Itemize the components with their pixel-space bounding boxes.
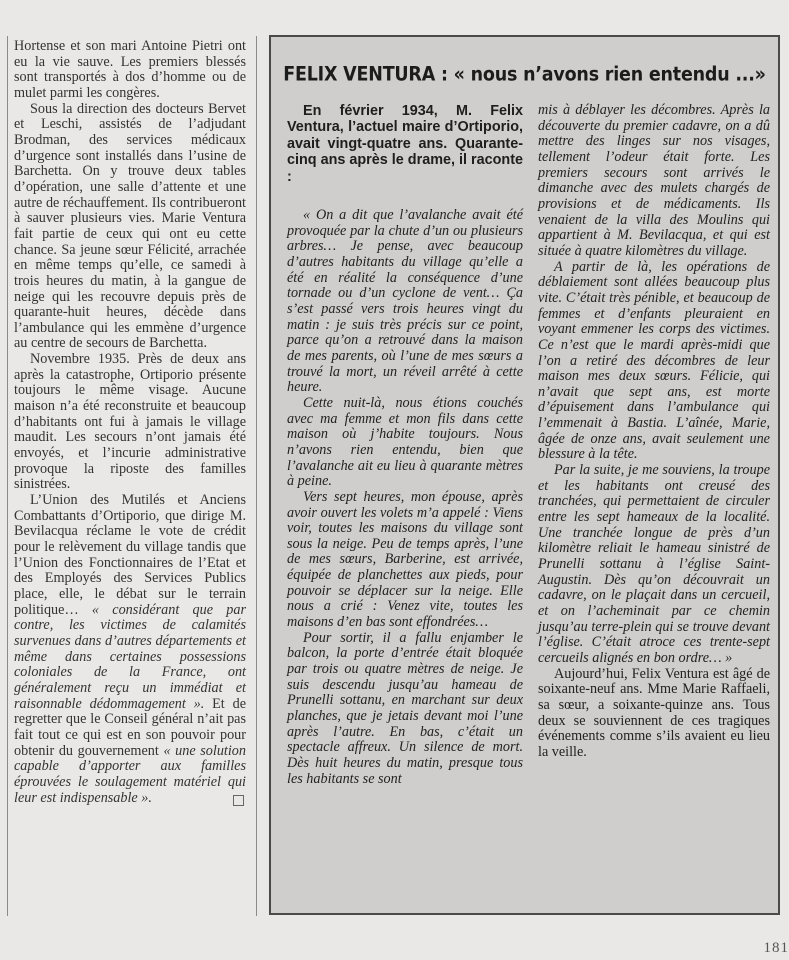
column-rule-middle <box>256 36 257 916</box>
quotation: « considérant que par contre, les victimes de calamités survenues dans d’autres départements et même dans certaines possessions coloniales de la France, ont généralement reçu un immédiat et raisonnable dédommagement ». <box>14 601 247 712</box>
quotation: « une solution capable d’apporter aux familles éprouvées le soulagement matériel qui leur est indispensable ». <box>14 742 246 806</box>
article-left-column <box>14 39 246 806</box>
quote-paragraph: mis à déblayer les décombres. Après la découverte du premier cadavre, on a dû mettre des linges sur nos visages, tellement l’odeur était forte. Les premiers secours sont arrivés le dimanche avec des mulets chargés de provisions et de médicaments. Ils venaient de la villa des Moulins qui appartient à M. Bevilacqua, et qui est située à quatre kilomètres du village. <box>538 102 770 259</box>
paragraph-text: Et de regretter que le Conseil général n’ait pas fait tout ce qui est en son pouvoir pour obtenir du gouvernement <box>14 695 246 759</box>
closing-paragraph: Aujourd’hui, Felix Ventura est âgé de soixante-neuf ans. Mme Marie Raffaeli, sa sœur, a soixante-quinze ans. Tous deux se souviennent de ces tragiques événements comme s’ils avaient eu lieu la veille. <box>538 665 770 760</box>
quote-paragraph: Par la suite, je me souviens, la troupe et les habitants ont creusé des tranchées, qui permettaient de circuler entre les sept hameaux de la localité. Une tranchée longue de près d’un kilomètre reliait le hameau sinistré de Prunelli sottanu à l’église Saint-Augustin. Dès qu’on découvrait un cadavre, on le plaçait dans un cercueil, et on l’acheminait par ce chemin jusqu’au terre-plein qui se trouve devant l’église. C’était atroce ces trente-sept cercueils alignés en bon ordre… » <box>538 462 770 666</box>
page-number: 181 <box>763 940 789 956</box>
sidebar-lead: En février 1934, M. Felix Ventura, l’actuel maire d’Ortiporio, avait vingt-quatre ans. Quarante-cinq ans après le drame, il raconte : <box>287 103 523 185</box>
paragraph-text: L’Union des Mutilés et Anciens Combattants d’Ortiporio, que dirige M. Bevilacqua réclame le vote de crédit pour le relèvement du village tandis que l’Union des Fonctionnaires de l’Etat et des Employés des Services Publics place, elle, le débat sur le terrain politique… <box>14 492 246 618</box>
sidebar-column-2 <box>538 103 770 761</box>
quote-paragraph: Cette nuit-là, nous étions couchés avec ma femme et mon fils dans cette maison où j’habite toujours. Nous n’avons rien entendu, bien que l’avalanche ait eu lieu à quarante mètres à peine. <box>287 394 523 490</box>
paragraph: Hortense et son mari Antoine Pietri ont eu la vie sauve. Les premiers blessés sont transportés à dos d’homme ou de mulet parmi les congères. <box>14 38 246 101</box>
sidebar-title: FELIX VENTURA : « nous n’avons rien entendu ...» <box>283 63 766 87</box>
quote-paragraph: Pour sortir, il a fallu enjamber le balcon, la porte d’entrée était bloquée par trois ou quatre mètres de neige. Je suis descendu jusqu’au hameau de Prunelli sottanu, en marchant sur deux planches, que je jetais devant moi l’une après l’autre. En bas, c’était un spectacle affreux. Un silence de mort. Dès huit heures du matin, presque tous les habitants se sont <box>287 629 523 787</box>
interview-sidebar-box <box>269 35 780 915</box>
paragraph: Sous la direction des docteurs Bervet et Leschi, assistés de l’adjudant Brodman, des services médicaux d’urgence sont installés dans l’usine de Barchetta. On y trouve deux tables d’opération, une salle d’attente et une autre de réchauffement. Ils contribueront à sauver plusieurs vies. Marie Ventura fait partie de ceux qui ont eu cette chance. Sa jeune sœur Félicité, arrachée en même temps qu’elle, ce samedi à trois heures du matin, à la gangue de neige qui les recouvre depuis près de quarante-huit heures, décède dans l’ambulance qui les emmène d’urgence au centre de secours de Barchetta. <box>14 100 246 352</box>
sidebar-column-1 <box>287 103 523 787</box>
quote-paragraph: A partir de là, les opérations de déblaiement sont allées beaucoup plus vite. C’était très pénible, et beaucoup de femmes et d’enfants pleuraient en voyant emmener les corps des victimes. Ce n’est que le mardi après-midi que l’on a retiré des décombres de leur maison mes deux sœurs. Félicie, qui n’avait que sept ans, est morte d’épuisement dans l’ambulance qui l’emmenait à Bastia. L’aînée, Marie, âgée de onze ans, avait seulement une blessure à la tête. <box>538 258 770 463</box>
quote-paragraph: « On a dit que l’avalanche avait été provoquée par la chute d’un ou plusieurs arbres… Je pense, avec beaucoup d’autres habitants du village qu’elle a été en réalité la conséquence d’une tornade ou d’un cyclone de vent… Ça s’est passé vers trois heures vingt du matin : je suis très précis sur ce point, parce qu’on a retrouvé dans la maison de mes parents, où l’une de mes sœurs a trouvé la mort, un réveil arrêté à cette heure. <box>287 207 523 396</box>
column-rule-left <box>7 36 8 916</box>
end-of-article-mark-icon <box>233 795 244 806</box>
paragraph <box>14 493 246 806</box>
paragraph: Novembre 1935. Près de deux ans après la catastrophe, Ortiporio présente toujours le même visage. Aucune maison n’a été reconstruite et beaucoup d’habitants ont fui à jamais le village maudit. Les secours n’ont jamais été envoyés, et l’incurie administrative provoque la riposte des familles sinistrées. <box>14 351 246 493</box>
quote-paragraph: Vers sept heures, mon épouse, après avoir ouvert les volets m’a appelé : Viens voir, toutes les maisons du village sont sous la neige. Peu de temps après, l’une de mes sœurs, Barberine, est arrivée, équipée de planchettes aux pieds, pour pouvoir se déplacer sur la neige. Elle nous a crié : Venez vite, toutes les maisons d’en bas sont effondrées… <box>287 488 523 631</box>
